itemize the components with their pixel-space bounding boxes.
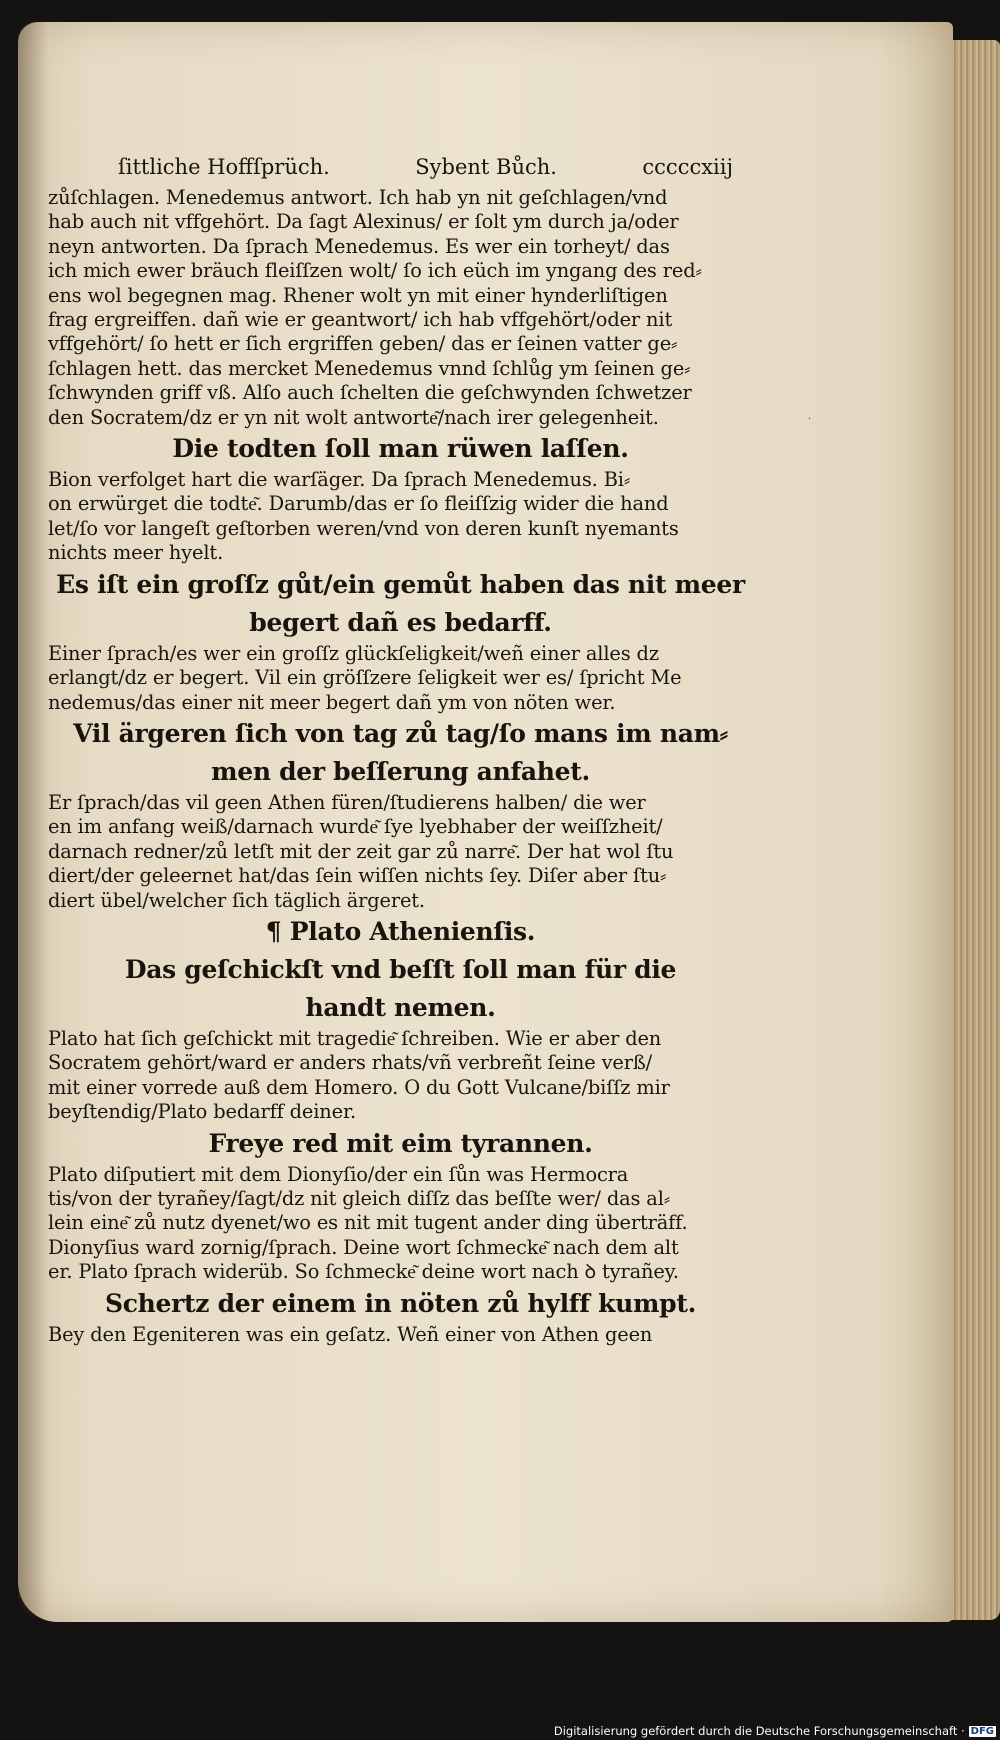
- text-line: er. Plato ſprach widerüb. So ſchmecke͂ deine wort nach ꝺ tyrañey.: [48, 1260, 679, 1284]
- text-line: Dionyſius ward zornig/ſprach. Deine wort ſchmecke͂ nach dem alt: [48, 1235, 679, 1259]
- text-line: Bion verfolget hart die warſäger. Da ſprach Menedemus. Bi⸗: [48, 468, 631, 492]
- text-line: neyn antworten. Da ſprach Menedemus. Es wer ein torheyt/ das: [48, 234, 670, 258]
- book-page: [18, 22, 953, 1622]
- text-line: lein eine͂ zů nutz dyenet/wo es nit mit tugent ander ding überträff.: [48, 1211, 688, 1235]
- text-line: mit einer vorrede auß dem Homero. O du Gott Vulcane/biſſz mir: [48, 1075, 670, 1099]
- page-gutter-shadow: [18, 22, 48, 1622]
- book-fore-edge: [945, 40, 1000, 1620]
- text-line: den Socratem/dz er yn nit wolt antworte͂/nach irer gelegenheit.: [48, 405, 659, 429]
- text-line: hab auch nit vffgehört. Da ſagt Alexinus/ er ſolt ym durch ja/oder: [48, 210, 679, 234]
- running-head-center: Sybent Bůch.: [415, 155, 557, 179]
- text-line: ich mich ewer bräuch fleiſſzen wolt/ ſo ich eüch im yngang des red⸗: [48, 259, 702, 283]
- section-heading: Das geſchickſt vnd beſſt ſoll man für die: [124, 954, 677, 984]
- stray-mark: ·: [808, 414, 812, 425]
- text-line: on erwürget die todte͂. Darumb/das er ſo fleiſſzig wider die hand: [48, 492, 669, 516]
- section-heading: handt nemen.: [305, 992, 496, 1022]
- text-line: Plato hat ſich geſchickt mit tragedie͂ ſchreiben. Wie er aber den: [48, 1026, 662, 1050]
- text-line: nichts meer hyelt.: [48, 541, 224, 565]
- section-heading: Die todten ſoll man rüwen laſſen.: [172, 434, 629, 464]
- text-line: diert/der geleernet hat/das ſein wiſſen nichts ſey. Diſer aber ſtu⸗: [48, 864, 667, 888]
- section-heading: Freye red mit eim tyrannen.: [208, 1128, 593, 1158]
- text-line: Einer ſprach/es wer ein groſſz glückſeligkeit/weñ einer alles dz: [48, 641, 659, 665]
- section-heading: Vil ärgeren ſich von tag zů tag/ſo mans im nam⸗: [73, 718, 728, 748]
- text-line: nedemus/das einer nit meer begert dañ ym von nöten wer.: [48, 690, 616, 714]
- dfg-logo: DFG: [970, 1725, 994, 1737]
- text-line: let/ſo vor langeſt geſtorben weren/vnd von deren kunſt nyemants: [48, 516, 679, 540]
- text-line: Socratem gehört/ward er anders rhats/vñ verbreñt ſeine verß/: [48, 1051, 653, 1075]
- section-heading: Es iſt ein groſſz gůt/ein gemůt haben das nit meer: [56, 569, 745, 599]
- section-heading: Schertz der einem in nöten zů hylff kumpt.: [104, 1288, 696, 1318]
- text-line: en im anfang weiß/darnach wurde͂ ſye lyebhaber der weiſſzheit/: [48, 815, 663, 839]
- text-line: darnach redner/zů letſt mit der zeit gar zů narre͂. Der hat wol ſtu: [48, 839, 674, 863]
- text-line: erlangt/dz er begert. Vil ein gröſſzere ſeligkeit wer es/ ſpricht Me: [48, 666, 682, 690]
- text-line: frag ergreiffen. dañ wie er geantwort/ ich hab vffgehört/oder nit: [48, 308, 673, 332]
- text-line: tis/von der tyrañey/ſagt/dz nit gleich diſſz das beſſte wer/ das al⸗: [48, 1186, 671, 1210]
- text-line: zůſchlagen. Menedemus antwort. Ich hab yn nit geſchlagen/vnd: [48, 186, 668, 209]
- text-line: diert übel/welcher ſich täglich ärgeret.: [48, 888, 425, 912]
- text-line: vffgehört/ ſo hett er ſich ergriffen geben/ das er ſeinen vatter ge⸗: [48, 332, 678, 356]
- body-lines: [48, 186, 753, 1347]
- text-line: Plato diſputiert mit dem Dionyſio/der ein ſůn was Hermocra: [48, 1162, 629, 1186]
- folio-number: cccccxiij: [642, 155, 733, 179]
- section-heading: ¶ Plato Athenienſis.: [265, 916, 536, 946]
- running-head: [118, 152, 733, 182]
- text-line: beyſtendig/Plato bedarff deiner.: [48, 1100, 356, 1124]
- text-line: Bey den Egeniteren was ein geſatz. Weñ einer von Athen geen: [48, 1322, 653, 1346]
- text-line: ens wol begegnen mag. Rhener wolt yn mit einer hynderliſtigen: [48, 283, 668, 307]
- credit-text: Digitalisierung gefördert durch die Deutsche Forschungsgemeinschaft ·: [553, 1724, 965, 1738]
- section-heading: men der beſſerung anfahet.: [211, 756, 590, 786]
- running-head-left: ſittliche Hoffſprüch.: [118, 155, 330, 179]
- text-line: Er ſprach/das vil geen Athen füren/ſtudierens halben/ die wer: [48, 790, 646, 814]
- footer-credit: [554, 1724, 996, 1738]
- section-heading: begert dañ es bedarff.: [249, 607, 552, 637]
- text-line: ſchlagen hett. das mercket Menedemus vnnd ſchlůg ym ſeinen ge⸗: [48, 356, 691, 380]
- text-block: [48, 152, 753, 1347]
- text-line: ſchwynden griff vß. Alſo auch ſchelten die geſchwynden ſchwetzer: [48, 381, 692, 405]
